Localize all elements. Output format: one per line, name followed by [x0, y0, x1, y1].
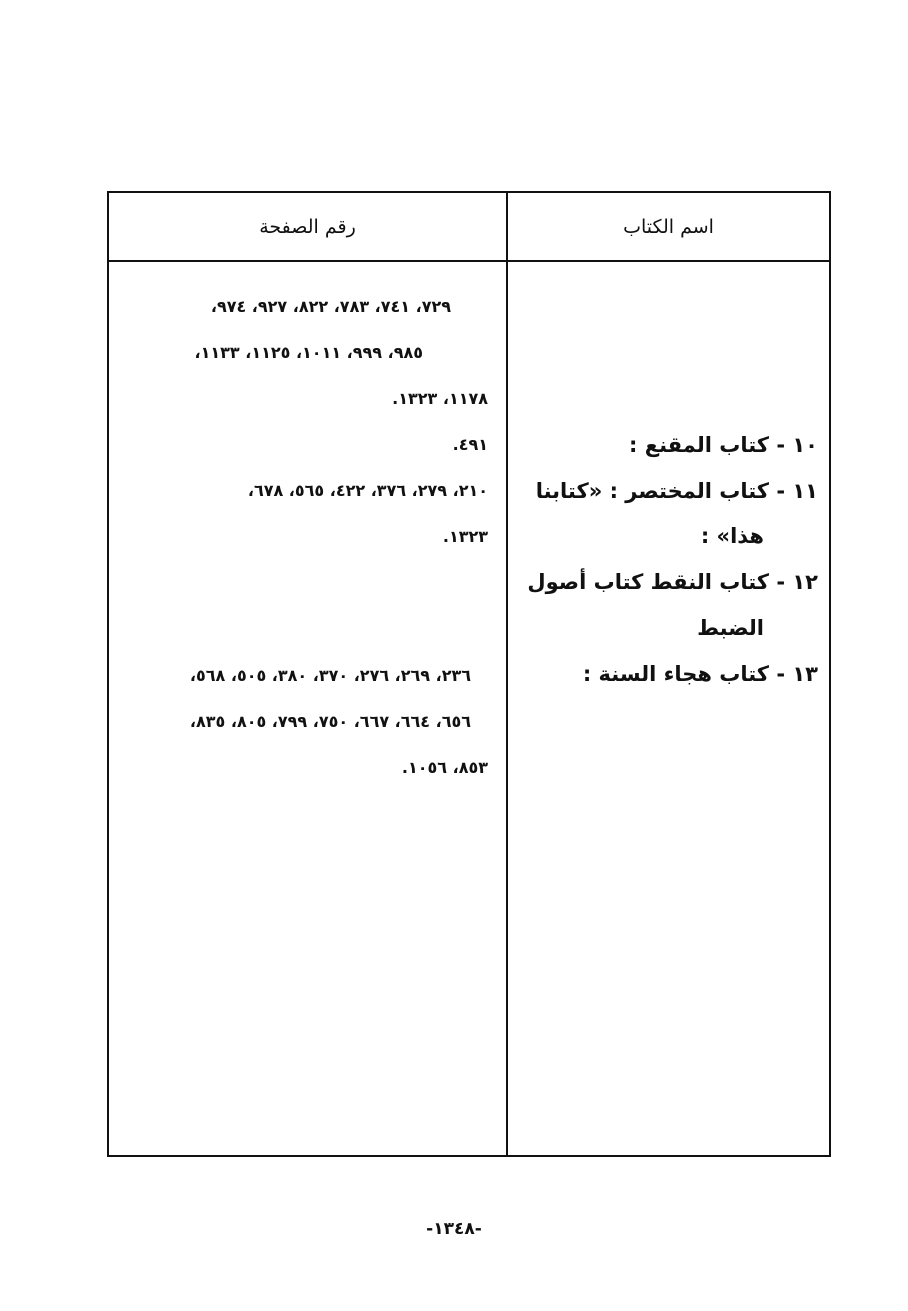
- column-divider: [506, 193, 508, 1155]
- book-entry-12-continued: الضبط: [697, 616, 764, 640]
- pages-line-3: ١١٧٨، ١٣٢٣.: [392, 389, 488, 408]
- book-entry-11: ١١ - كتاب المختصر : «كتابنا: [535, 479, 818, 503]
- pages-line-5: ٢١٠، ٢٧٩، ٣٧٦، ٤٢٢، ٥٦٥، ٦٧٨،: [247, 481, 488, 500]
- header-page-numbers: رقم الصفحة: [259, 215, 356, 238]
- page-number: -١٣٤٨-: [426, 1219, 482, 1239]
- book-entry-12: ١٢ - كتاب النقط كتاب أصول: [527, 570, 818, 594]
- pages-line-6: ١٣٢٣.: [442, 527, 488, 546]
- pages-line-1: ٧٢٩، ٧٤١، ٧٨٣، ٨٢٢، ٩٢٧، ٩٧٤،: [210, 297, 451, 316]
- pages-line-9: ٨٥٣، ١٠٥٦.: [401, 758, 488, 777]
- book-entry-10: ١٠ - كتاب المقنع :: [629, 433, 818, 457]
- header-book-name: اسم الكتاب: [623, 215, 714, 238]
- header-divider: [109, 260, 829, 262]
- pages-line-4: ٤٩١.: [452, 435, 488, 454]
- pages-line-2: ٩٨٥، ٩٩٩، ١٠١١، ١١٢٥، ١١٣٣،: [194, 343, 423, 362]
- book-entry-11-continued: هذا» :: [700, 524, 764, 548]
- pages-line-7: ٢٣٦، ٢٦٩، ٢٧٦، ٣٧٠، ٣٨٠، ٥٠٥، ٥٦٨،: [189, 666, 471, 685]
- pages-line-8: ٦٥٦، ٦٦٤، ٦٦٧، ٧٥٠، ٧٩٩، ٨٠٥، ٨٣٥،: [189, 712, 471, 731]
- book-entry-13: ١٣ - كتاب هجاء السنة :: [582, 662, 818, 686]
